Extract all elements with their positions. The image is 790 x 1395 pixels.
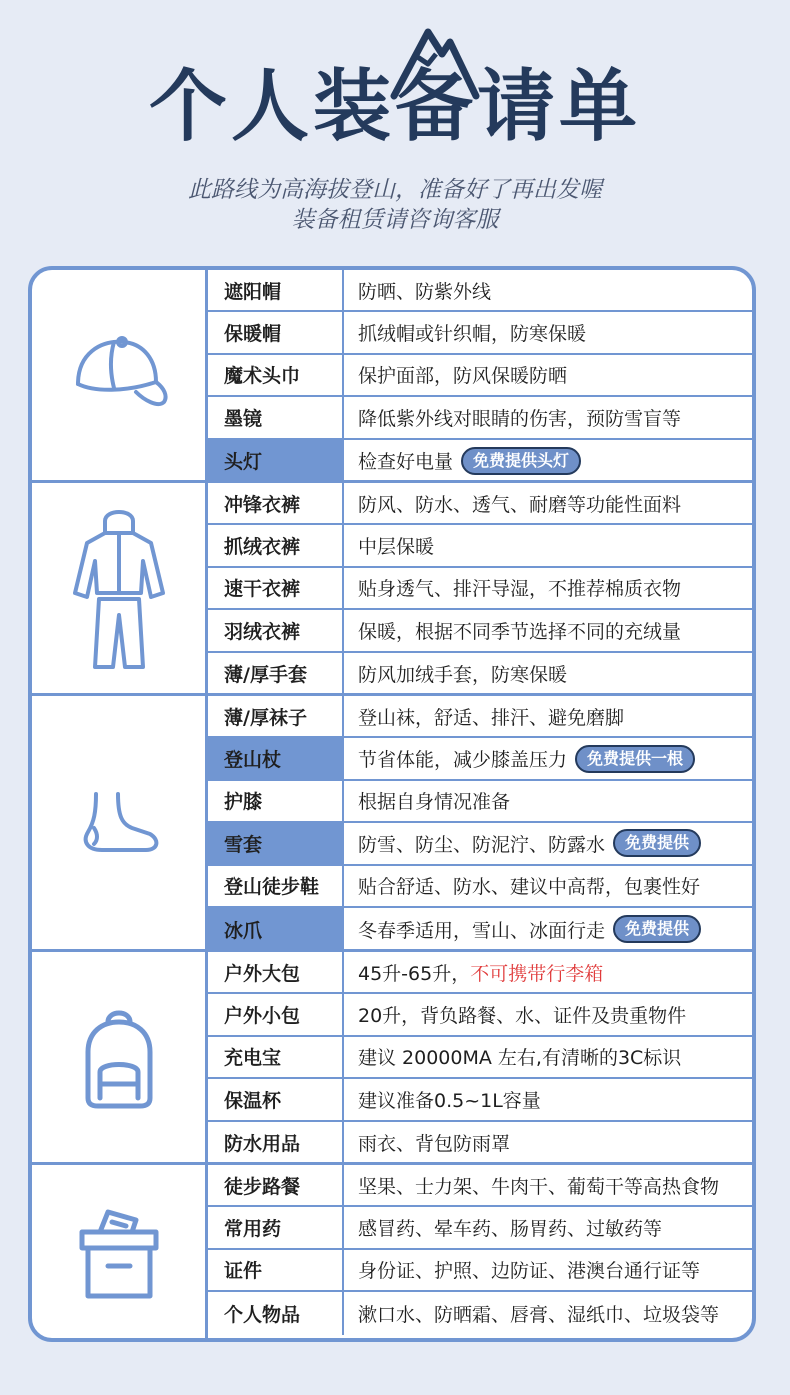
page-title: 个人装备请单	[148, 62, 641, 152]
item-name: 冰爪	[208, 908, 344, 950]
item-desc: 建议 20000MA 左右,有清晰的3C标识	[358, 1047, 682, 1070]
table-row	[208, 866, 752, 908]
table-row	[208, 781, 752, 823]
item-name: 保暖帽	[208, 312, 344, 352]
clothes-icon	[69, 503, 169, 673]
box-icon	[74, 1202, 164, 1302]
item-name: 速干衣裤	[208, 568, 344, 608]
foot-icon	[74, 788, 164, 858]
group-backpack	[32, 952, 752, 1165]
item-desc-text: 冬春季适用，雪山、冰面行走	[358, 919, 606, 942]
item-desc	[344, 952, 752, 992]
table-row	[208, 312, 752, 354]
table-row	[208, 994, 752, 1036]
item-name: 证件	[208, 1250, 344, 1290]
item-name: 登山徒步鞋	[208, 866, 344, 906]
subtitle-line2: 装备租赁请咨询客服	[291, 207, 499, 233]
item-name: 遮阳帽	[208, 270, 344, 310]
group-feet	[32, 696, 752, 952]
item-name: 抓绒衣裤	[208, 525, 344, 565]
item-name: 头灯	[208, 440, 344, 482]
item-desc: 防风加绒手套，防寒保暖	[358, 664, 568, 687]
subtitle-line1: 此路线为高海拔登山，准备好了再出发喔	[188, 177, 602, 203]
item-desc: 根据自身情况准备	[358, 791, 511, 814]
item-name: 薄/厚袜子	[208, 696, 344, 736]
item-name: 户外小包	[208, 994, 344, 1034]
item-name: 户外大包	[208, 952, 344, 992]
item-desc	[344, 823, 752, 863]
table-row	[208, 610, 752, 652]
item-desc: 防晒、防紫外线	[358, 280, 492, 303]
warning-text: 不可携带行李箱	[470, 962, 604, 985]
equipment-table	[28, 266, 756, 1342]
table-row	[208, 696, 752, 738]
item-desc: 贴身透气、排汗导湿，不推荐棉质衣物	[358, 578, 682, 601]
item-desc-text: 检查好电量	[358, 451, 454, 474]
group-head	[32, 270, 752, 483]
item-name: 防水用品	[208, 1122, 344, 1164]
item-desc	[344, 440, 752, 482]
table-row	[208, 738, 752, 780]
item-name: 雪套	[208, 823, 344, 863]
item-name: 保温杯	[208, 1079, 344, 1119]
item-desc: 感冒药、晕车药、肠胃药、过敏药等	[358, 1218, 663, 1241]
item-desc: 漱口水、防晒霜、唇膏、湿纸巾、垃圾袋等	[358, 1303, 720, 1326]
item-desc-text: 节省体能，减少膝盖压力	[358, 749, 568, 772]
table-row	[208, 1207, 752, 1249]
table-row	[208, 653, 752, 695]
table-row	[208, 525, 752, 567]
table-row	[208, 397, 752, 439]
item-name: 墨镜	[208, 397, 344, 437]
group-clothes	[32, 483, 752, 696]
table-row	[208, 568, 752, 610]
group-supplies	[32, 1165, 752, 1338]
item-desc: 贴合舒适、防水、建议中高帮，包裹性好	[358, 876, 701, 899]
table-row	[208, 1250, 752, 1292]
table-row	[208, 823, 752, 865]
cap-icon	[64, 330, 174, 420]
item-desc: 降低紫外线对眼睛的伤害，预防雪盲等	[358, 407, 682, 430]
table-row	[208, 1122, 752, 1164]
item-name: 护膝	[208, 781, 344, 821]
item-name: 常用药	[208, 1207, 344, 1247]
table-row	[208, 908, 752, 950]
table-row	[208, 1037, 752, 1079]
item-name: 徒步路餐	[208, 1165, 344, 1205]
backpack-icon	[74, 1002, 164, 1112]
free-badge: 免费提供头灯	[461, 447, 581, 475]
item-desc: 建议准备0.5~1L容量	[358, 1089, 541, 1112]
table-row	[208, 355, 752, 397]
item-desc: 20升，背负路餐、水、证件及贵重物件	[358, 1005, 687, 1028]
item-desc: 防风、防水、透气、耐磨等功能性面料	[358, 493, 682, 516]
item-desc: 坚果、士力架、牛肉干、葡萄干等高热食物	[358, 1175, 720, 1198]
item-name: 羽绒衣裤	[208, 610, 344, 650]
item-desc-text: 45升-65升，	[358, 962, 471, 985]
item-name: 魔术头巾	[208, 355, 344, 395]
item-desc	[344, 738, 752, 778]
free-badge: 免费提供一根	[575, 745, 695, 773]
item-desc	[344, 908, 752, 950]
item-desc-text: 防雪、防尘、防泥泞、防露水	[358, 833, 606, 856]
item-desc: 中层保暖	[358, 536, 435, 559]
item-desc: 保护面部，防风保暖防晒	[358, 365, 568, 388]
table-row	[208, 1165, 752, 1207]
item-name: 冲锋衣裤	[208, 483, 344, 523]
item-desc: 身份证、护照、边防证、港澳台通行证等	[358, 1260, 701, 1283]
item-desc: 抓绒帽或针织帽，防寒保暖	[358, 323, 587, 346]
item-name: 个人物品	[208, 1292, 344, 1334]
table-row	[208, 952, 752, 994]
item-name: 充电宝	[208, 1037, 344, 1077]
item-desc: 登山袜，舒适、排汗、避免磨脚	[358, 706, 625, 729]
free-badge: 免费提供	[613, 829, 701, 857]
table-row	[208, 1079, 752, 1121]
item-name: 登山杖	[208, 738, 344, 778]
table-row	[208, 483, 752, 525]
item-name: 薄/厚手套	[208, 653, 344, 695]
table-row	[208, 1292, 752, 1334]
free-badge: 免费提供	[613, 915, 701, 943]
header	[0, 0, 790, 160]
table-row	[208, 270, 752, 312]
item-desc: 雨衣、背包防雨罩	[358, 1133, 511, 1156]
item-desc: 保暖，根据不同季节选择不同的充绒量	[358, 620, 682, 643]
table-row	[208, 440, 752, 482]
